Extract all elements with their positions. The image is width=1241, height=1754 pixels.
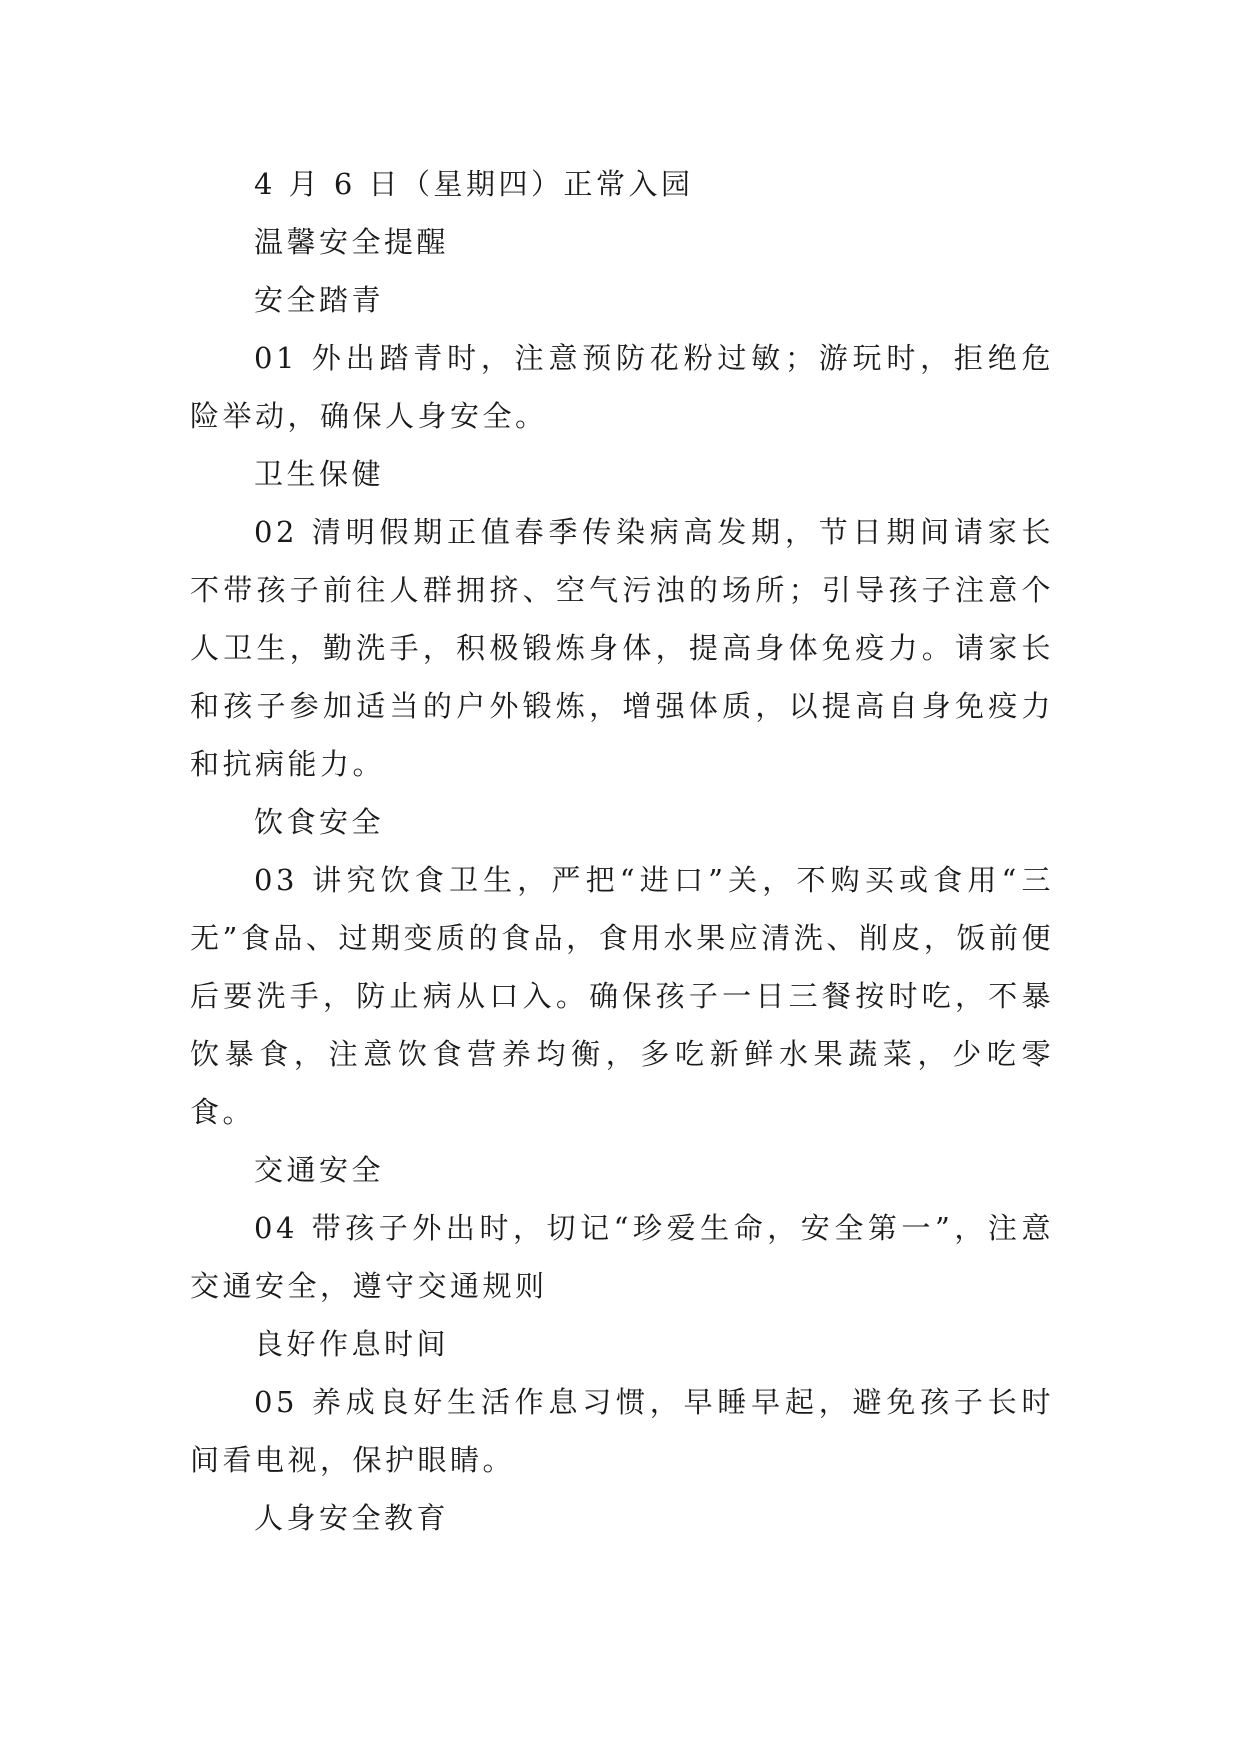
section-heading-personal-safety: 人身安全教育 (254, 1501, 450, 1535)
section-heading-food: 饮食安全 (254, 805, 385, 839)
section-body-health: 02 清明假期正值春季传染病高发期，节日期间请家长不带孩子前往人群拥挤、空气污浊的场所；引导孩子注意个人卫生，勤洗手，积极锻炼身体，提高身体免疫力。请家长和孩子参加适当的户外锻炼，增强体质，以提高自身免疫力和抗病能力。 (190, 515, 1054, 781)
section-heading-traffic: 交通安全 (254, 1153, 385, 1187)
section-body-food: 03 讲究饮食卫生，严把“进口”关，不购买或食用“三无”食品、过期变质的食品，食用水果应清洗、削皮，饭前便后要洗手，防止病从口入。确保孩子一日三餐按时吃，不暴饮暴食，注意饮食营养均衡，多吃新鲜水果蔬菜，少吃零食。 (190, 863, 1054, 1129)
section-heading-outing: 安全踏青 (254, 283, 385, 317)
section-body-outing: 01 外出踏青时，注意预防花粉过敏；游玩时，拒绝危险举动，确保人身安全。 (190, 341, 1054, 433)
section-heading-routine: 良好作息时间 (254, 1327, 450, 1361)
document-page (190, 155, 1054, 1547)
section-body-traffic: 04 带孩子外出时，切记“珍爱生命，安全第一”，注意交通安全，遵守交通规则 (190, 1211, 1054, 1303)
section-body-routine: 05 养成良好生活作息习惯，早睡早起，避免孩子长时间看电视，保护眼睛。 (190, 1385, 1054, 1477)
section-heading-health: 卫生保健 (254, 457, 385, 491)
reminder-title: 温馨安全提醒 (254, 225, 450, 259)
date-line: 4 月 6 日（星期四）正常入园 (254, 167, 694, 201)
